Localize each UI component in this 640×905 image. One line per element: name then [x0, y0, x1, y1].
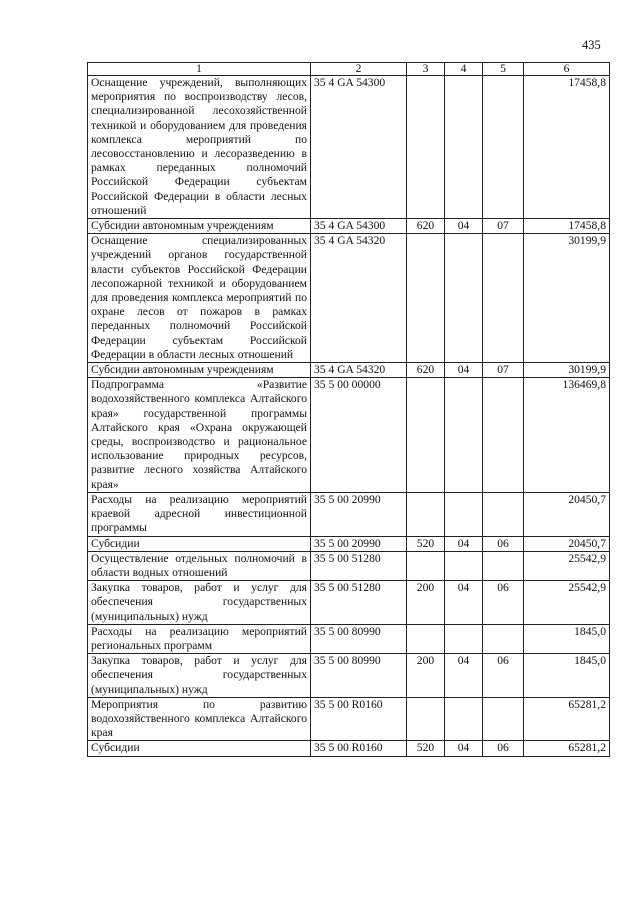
- table-row: [88, 536, 610, 551]
- row-rz-cell: [445, 697, 483, 741]
- row-rz-cell: 04: [445, 363, 483, 378]
- row-name-cell: Закупка товаров, работ и услуг для обеспечения государственных (муниципальных) нужд: [88, 654, 311, 698]
- table-row: [88, 697, 610, 741]
- row-amount-cell: 30199,9: [524, 234, 610, 363]
- header-col-1: 1: [88, 63, 311, 76]
- table-row: [88, 551, 610, 580]
- header-col-4: 4: [445, 63, 483, 76]
- row-name-cell: Закупка товаров, работ и услуг для обеспечения государственных (муниципальных) нужд: [88, 581, 311, 625]
- page-number: 435: [582, 38, 601, 52]
- row-rz-cell: 04: [445, 581, 483, 625]
- table-row: [88, 492, 610, 536]
- row-amount-cell: 1845,0: [524, 624, 610, 653]
- row-code-cell: 35 5 00 80990: [311, 654, 407, 698]
- row-name-cell: Мероприятия по развитию водохозяйственного комплекса Алтайского края: [88, 697, 311, 741]
- row-code-cell: 35 4 GA 54320: [311, 363, 407, 378]
- table-row: [88, 624, 610, 653]
- row-pr-cell: [483, 697, 524, 741]
- row-pr-cell: 07: [483, 219, 524, 234]
- table-row: [88, 741, 610, 756]
- row-code-cell: 35 5 00 20990: [311, 492, 407, 536]
- table-row: [88, 76, 610, 219]
- header-col-3: 3: [407, 63, 445, 76]
- row-vr-cell: [407, 697, 445, 741]
- row-name-cell: Оснащение специализированных учреждений органов государственной власти субъектов Российской Федерации лесопожарной техникой и оборудованием для проведения комплекса мероприятий по охране лесов от пожаров в рамках переданных полномочий Российской Федерации субъектам Российской Федерации в области лесных отношений: [88, 234, 311, 363]
- row-name-cell: Расходы на реализацию мероприятий региональных программ: [88, 624, 311, 653]
- row-vr-cell: 200: [407, 581, 445, 625]
- row-code-cell: 35 5 00 00000: [311, 378, 407, 493]
- row-vr-cell: [407, 551, 445, 580]
- row-vr-cell: [407, 234, 445, 363]
- row-rz-cell: [445, 378, 483, 493]
- row-name-cell: Субсидии: [88, 536, 311, 551]
- row-rz-cell: 04: [445, 654, 483, 698]
- row-pr-cell: 06: [483, 741, 524, 756]
- row-vr-cell: 620: [407, 219, 445, 234]
- row-amount-cell: 136469,8: [524, 378, 610, 493]
- row-pr-cell: [483, 234, 524, 363]
- row-code-cell: 35 5 00 R0160: [311, 697, 407, 741]
- row-code-cell: 35 5 00 51280: [311, 551, 407, 580]
- row-pr-cell: 06: [483, 581, 524, 625]
- row-rz-cell: [445, 76, 483, 219]
- row-pr-cell: [483, 551, 524, 580]
- table-row: [88, 654, 610, 698]
- row-code-cell: 35 5 00 80990: [311, 624, 407, 653]
- row-rz-cell: [445, 492, 483, 536]
- row-code-cell: 35 4 GA 54300: [311, 219, 407, 234]
- row-pr-cell: [483, 378, 524, 493]
- row-amount-cell: 25542,9: [524, 551, 610, 580]
- table-row: [88, 378, 610, 493]
- row-vr-cell: [407, 378, 445, 493]
- header-col-5: 5: [483, 63, 524, 76]
- row-vr-cell: 520: [407, 741, 445, 756]
- row-vr-cell: [407, 76, 445, 219]
- row-amount-cell: 20450,7: [524, 536, 610, 551]
- row-rz-cell: 04: [445, 536, 483, 551]
- row-code-cell: 35 5 00 R0160: [311, 741, 407, 756]
- header-col-6: 6: [524, 63, 610, 76]
- row-vr-cell: [407, 492, 445, 536]
- row-amount-cell: 17458,8: [524, 76, 610, 219]
- row-amount-cell: 1845,0: [524, 654, 610, 698]
- row-name-cell: Субсидии: [88, 741, 311, 756]
- row-code-cell: 35 5 00 20990: [311, 536, 407, 551]
- row-name-cell: Субсидии автономным учреждениям: [88, 363, 311, 378]
- row-name-cell: Субсидии автономным учреждениям: [88, 219, 311, 234]
- row-rz-cell: [445, 624, 483, 653]
- table-row: [88, 581, 610, 625]
- row-pr-cell: [483, 624, 524, 653]
- row-vr-cell: [407, 624, 445, 653]
- table-row: [88, 219, 610, 234]
- row-pr-cell: [483, 76, 524, 219]
- budget-table: [87, 62, 610, 757]
- row-pr-cell: 06: [483, 536, 524, 551]
- row-vr-cell: 200: [407, 654, 445, 698]
- row-code-cell: 35 4 GA 54300: [311, 76, 407, 219]
- row-pr-cell: 07: [483, 363, 524, 378]
- row-name-cell: Оснащение учреждений, выполняющих мероприятия по воспроизводству лесов, специализированной лесохозяйственной техникой и оборудованием для проведения комплекса мероприятий по лесовосстановлению и лесоразведению в рамках переданных полномочий Российской Федерации субъектам Российской Федерации в области лесных отношений: [88, 76, 311, 219]
- row-rz-cell: 04: [445, 741, 483, 756]
- table-row: [88, 363, 610, 378]
- row-name-cell: Подпрограмма «Развитие водохозяйственного комплекса Алтайского края» государственной программы Алтайского края «Охрана окружающей среды, воспроизводство и рациональное использование природных ресурсов, развитие лесного хозяйства Алтайского края»: [88, 378, 311, 493]
- row-amount-cell: 17458,8: [524, 219, 610, 234]
- row-rz-cell: 04: [445, 219, 483, 234]
- row-pr-cell: 06: [483, 654, 524, 698]
- row-code-cell: 35 5 00 51280: [311, 581, 407, 625]
- table-row: [88, 234, 610, 363]
- row-pr-cell: [483, 492, 524, 536]
- row-amount-cell: 65281,2: [524, 697, 610, 741]
- row-code-cell: 35 4 GA 54320: [311, 234, 407, 363]
- row-rz-cell: [445, 551, 483, 580]
- row-name-cell: Осуществление отдельных полномочий в области водных отношений: [88, 551, 311, 580]
- row-rz-cell: [445, 234, 483, 363]
- row-vr-cell: 520: [407, 536, 445, 551]
- row-amount-cell: 20450,7: [524, 492, 610, 536]
- row-vr-cell: 620: [407, 363, 445, 378]
- row-amount-cell: 65281,2: [524, 741, 610, 756]
- row-name-cell: Расходы на реализацию мероприятий краевой адресной инвестиционной программы: [88, 492, 311, 536]
- row-amount-cell: 25542,9: [524, 581, 610, 625]
- header-col-2: 2: [311, 63, 407, 76]
- row-amount-cell: 30199,9: [524, 363, 610, 378]
- table-header-row: [88, 63, 610, 76]
